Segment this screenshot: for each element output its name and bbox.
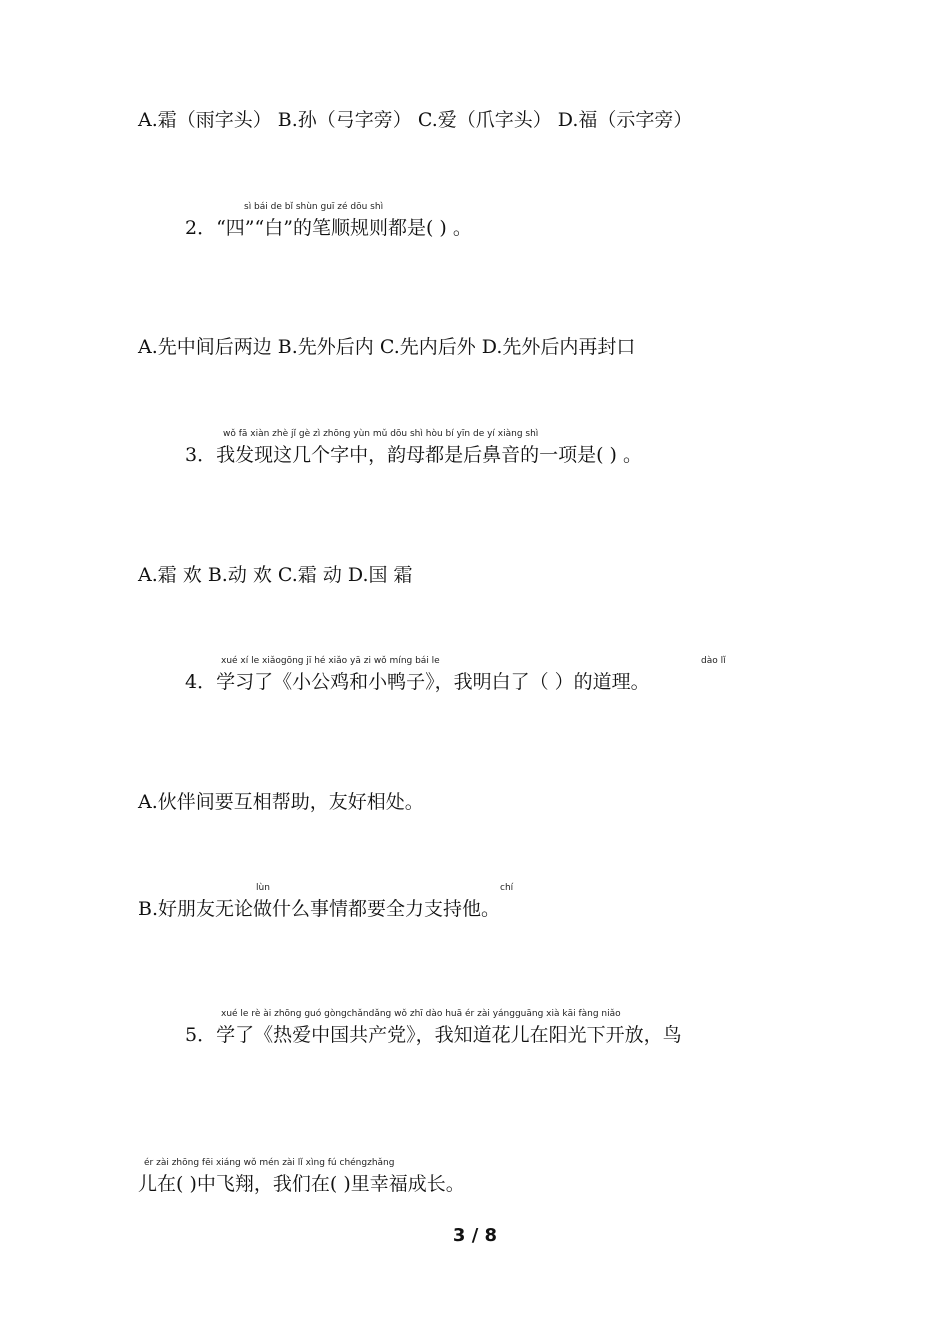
q5-stem: 5．学了《热爱中国共产党》，我知道花儿在阳光下开放，鸟 (185, 1024, 682, 1046)
q1-options: A.霜（雨字头） B.孙（弓字旁） C.爱（爪字头） D.福（示字旁） (138, 109, 693, 131)
q5-pinyin-2: ér zài zhōng fēi xiáng wǒ mén zài lǐ xìng fú chéngzhǎng (144, 1158, 395, 1168)
q4-pinyin: xué xí le xiǎogōng jī hé xiǎo yā zi wǒ míng bái le (221, 656, 440, 666)
q4-option-b-pinyin-1: lùn (256, 883, 270, 893)
q4-option-b-pinyin-2: chí (500, 883, 514, 893)
page-number: 3 / 8 (452, 1225, 498, 1246)
q3-stem: 3．我发现这几个字中，韵母都是后鼻音的一项是( ) 。 (185, 444, 642, 466)
q5-stem-continued: 儿在( )中飞翔，我们在( )里幸福成长。 (138, 1173, 465, 1195)
q4-pinyin-end: dào lǐ (701, 656, 726, 666)
q3-pinyin: wǒ fā xiàn zhè jǐ gè zì zhōng yùn mǔ dōu shì hòu bí yīn de yí xiàng shì (223, 429, 539, 439)
q4-option-b: B.好朋友无论做什么事情都要全力支持他。 (138, 898, 501, 920)
q4-option-a: A.伙伴间要互相帮助，友好相处。 (138, 791, 424, 813)
q3-options: A.霜 欢 B.动 欢 C.霜 动 D.国 霜 (138, 564, 413, 586)
q2-stem: 2．“四”“白”的笔顺规则都是( ) 。 (185, 217, 472, 239)
q4-stem: 4．学习了《小公鸡和小鸭子》，我明白了（ ）的道理。 (185, 671, 650, 693)
q2-pinyin: sì bái de bǐ shùn guī zé dōu shì (244, 202, 384, 212)
q5-pinyin: xué le rè ài zhōng guó gòngchǎndǎng wǒ zhī dào huā ér zài yángguāng xià kāi fàng niǎo (221, 1009, 621, 1019)
q2-options: A.先中间后两边 B.先外后内 C.先内后外 D.先外后内再封口 (138, 336, 636, 358)
